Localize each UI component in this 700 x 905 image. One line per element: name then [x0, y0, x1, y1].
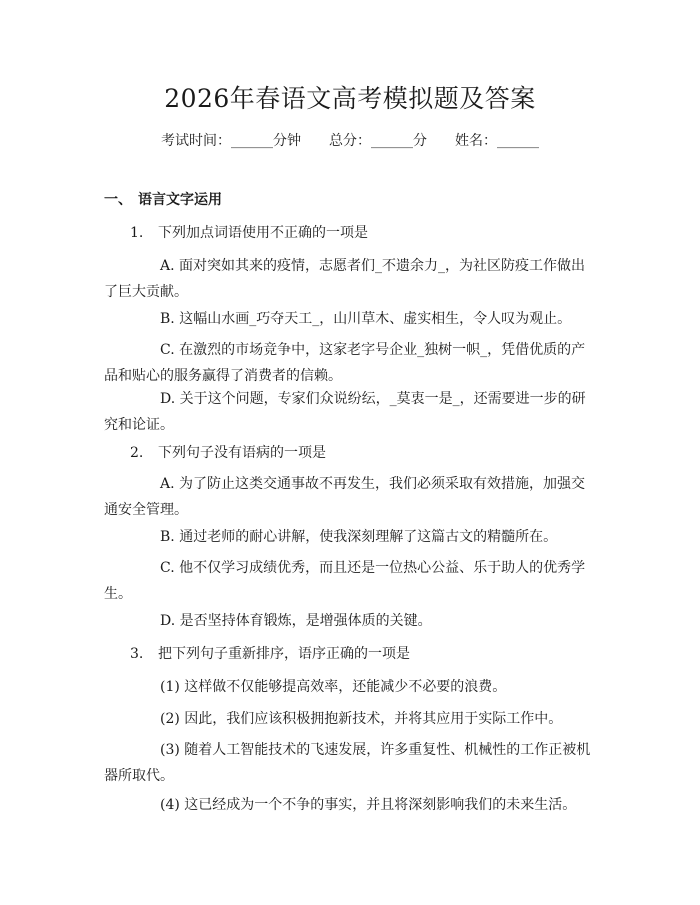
exam-meta — [0, 130, 700, 152]
question-text: 把下列句子重新排序，语序正确的一项是 — [158, 646, 410, 662]
question-stem — [130, 442, 326, 464]
question-stem — [130, 643, 410, 665]
exam-time: 考试时间：______分钟 — [161, 133, 301, 149]
question-option: D. 是否坚持体育锻炼，是增强体质的关键。 — [160, 613, 432, 629]
student-name: 姓名：______ — [455, 133, 539, 149]
question-number: 2. — [130, 445, 144, 461]
question-option: B. 通过老师的耐心讲解，使我深刻理解了这篇古文的精髓所在。 — [160, 529, 558, 545]
total-score: 总分：______分 — [329, 133, 427, 149]
question-text: 下列句子没有语病的一项是 — [158, 445, 326, 461]
question-stem — [130, 222, 368, 244]
question-text: 下列加点词语使用不正确的一项是 — [158, 225, 368, 241]
document-title: 2026年春语文高考模拟题及答案 — [164, 84, 536, 113]
section-heading — [104, 189, 222, 211]
question-option: (4) 这已经成为一个不争的事实，并且将深刻影响我们的未来生活。 — [160, 797, 577, 813]
question-option: (3) 随着人工智能技术的飞速发展，许多重复性、机械性的工作正被机器所取代。 — [104, 742, 591, 784]
question-number: 3. — [130, 646, 144, 662]
section-number: 一、 — [104, 192, 132, 208]
question-option: (1) 这样做不仅能够提高效率，还能减少不必要的浪费。 — [160, 679, 507, 695]
question-option: (2) 因此，我们应该积极拥抱新技术，并将其应用于实际工作中。 — [160, 711, 563, 727]
question-option: A. 面对突如其来的疫情，志愿者们_不遗余力_，为社区防疫工作做出了巨大贡献。 — [104, 258, 586, 300]
question-option: C. 在激烈的市场竞争中，这家老字号企业_独树一帜_，凭借优质的产品和贴心的服务赢得了消费者的信赖。 — [104, 342, 586, 384]
section-title: 语言文字运用 — [138, 192, 222, 208]
question-option: A. 为了防止这类交通事故不再发生，我们必须采取有效措施，加强交通安全管理。 — [104, 476, 586, 518]
question-option: C. 他不仅学习成绩优秀，而且还是一位热心公益、乐于助人的优秀学生。 — [104, 560, 586, 602]
question-option: B. 这幅山水画_巧夺天工_，山川草木、虚实相生，令人叹为观止。 — [160, 311, 572, 327]
question-number: 1. — [130, 225, 144, 241]
question-option: D. 关于这个问题，专家们众说纷纭，_莫衷一是_，还需要进一步的研究和论证。 — [104, 391, 586, 433]
